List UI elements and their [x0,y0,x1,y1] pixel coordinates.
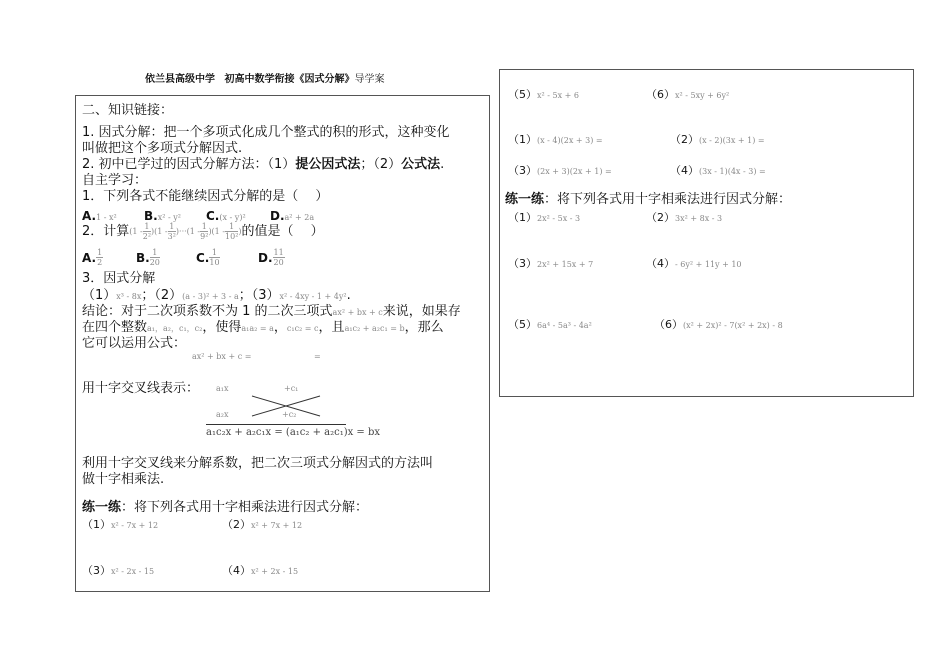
q2-option-c: C. $\frac{1}{10}$ [196,248,220,267]
method-1: 提公因式法 [295,157,361,172]
right-panel [499,69,914,397]
q2-option-b: B. $\frac{1}{20}$ [136,248,160,267]
right-item-5: （5）x² - 5x + 6 [508,88,579,101]
header-lesson: 《因式分解》 [294,74,355,85]
question-1: 1．下列各式不能继续因式分解的是（ ） [82,189,329,204]
q1-option-a: A.1 - x² [82,209,117,223]
formula-left: ax² + bx + c = [192,352,252,361]
cross-bottom-left: a₂x [216,410,229,419]
left-practice-item-3: （3）x² - 2x - 15 [82,564,155,577]
cross-top-right: +c₁ [284,384,299,393]
right-practice-item-5: （5）6a⁴ - 5a³ - 4a² [508,318,592,331]
left-practice-item-1: （1）x² - 7x + 12 [82,518,159,531]
cross-method-line-1: 利用十字交叉线来分解系数，把二次三项式分解因式的方法叫 [82,456,434,471]
cross-top-left: a₁x [216,384,229,393]
right-practice-item-6: （6）(x² + 2x)² - 7(x² + 2x) - 8 [654,318,783,331]
cross-method-line-2: 做十字相乘法. [82,472,165,487]
left-practice-item-2: （2）x² + 7x + 12 [222,518,303,531]
doc-header [145,70,384,85]
conclusion-line-1: 结论：对于二次项系数不为 1 的二次三项式ax² + bx + c来说，如果存 [82,304,461,319]
question-3: 3．因式分解 [82,271,156,286]
q1-option-c: C.(x - y)² [206,209,246,223]
formula-eq: = [314,352,321,361]
para-2: 2. 初中已学过的因式分解方法：（1）提公因式法；（2）公式法. [82,157,445,172]
mult-item-3: （3）(2x + 3)(2x + 1) = [508,164,612,177]
right-practice-title: 练一练：将下列各式用十字相乘法进行因式分解： [505,192,792,207]
cross-lines-icon [240,392,330,422]
right-practice-item-4: （4）- 6y² + 11y + 10 [646,257,742,270]
header-course: 初高中数学衔接 [224,74,295,85]
question-2: 2．计算 (1 - $\frac{1}{\text{2²}}$ )(1 - $\frac{1}{\text{3²}}$ )···(1 - $\frac{1}{\text{9²}}$ )(1 - $\frac{1}{\text{10²}}$ ) 的值是（ ） [82,222,324,241]
conclusion-line-3: 它可以运用公式： [82,336,187,351]
cross-underline [206,424,346,425]
left-practice-item-4: （4）x² + 2x - 15 [222,564,299,577]
q2-option-a: A. $\frac{1}{2}$ [82,248,103,267]
cross-bottom-right: +c₂ [282,410,297,419]
header-school: 依兰县高级中学 [145,74,215,85]
mult-item-1: （1）(x - 4)(2x + 3) = [508,133,603,146]
q1-option-b: B.x² - y² [144,209,181,223]
mult-item-4: （4）(3x - 1)(4x - 3) = [670,164,766,177]
conclusion-line-2: 在四个整数a₁，a₂，c₁，c₂，使得a₁a₂ = a，c₁c₂ = c，且a₁c₂ + a₂c₁ = b，那么 [82,320,444,335]
q2-option-d: D. $\frac{11}{20}$ [258,248,284,267]
section-title: 二、知识链接： [82,103,174,118]
right-practice-item-2: （2）3x² + 8x - 3 [646,211,723,224]
header-suffix: 导学案 [354,74,385,85]
para-1: 1. 因式分解：把一个多项式化成几个整式的积的形式，这种变化 [82,125,450,140]
mult-item-2: （2）(x - 2)(3x + 1) = [670,133,765,146]
right-item-6: （6）x² - 5xy + 6y² [646,88,730,101]
left-practice-title: 练一练：将下列各式用十字相乘法进行因式分解： [82,500,369,515]
right-practice-item-3: （3）2x² + 15x + 7 [508,257,594,270]
right-practice-item-1: （1）2x² - 5x - 3 [508,211,581,224]
q3-items: （1）x³ - 8x；（2）(a - 3)² + 3 - a；（3）x² - 4xy - 1 + 4y². [82,288,351,303]
method-2: 公式法 [401,157,441,172]
q1-option-d: D.a² + 2a [270,209,315,223]
para-1b: 叫做把这个多项式分解因式. [82,141,243,156]
cross-bottom-formula: a₁c₂x + a₂c₁x = (a₁c₂ + a₂c₁)x = bx [206,427,381,438]
self-study-label: 自主学习： [82,173,148,188]
cross-label: 用十字交叉线表示： [82,381,200,396]
